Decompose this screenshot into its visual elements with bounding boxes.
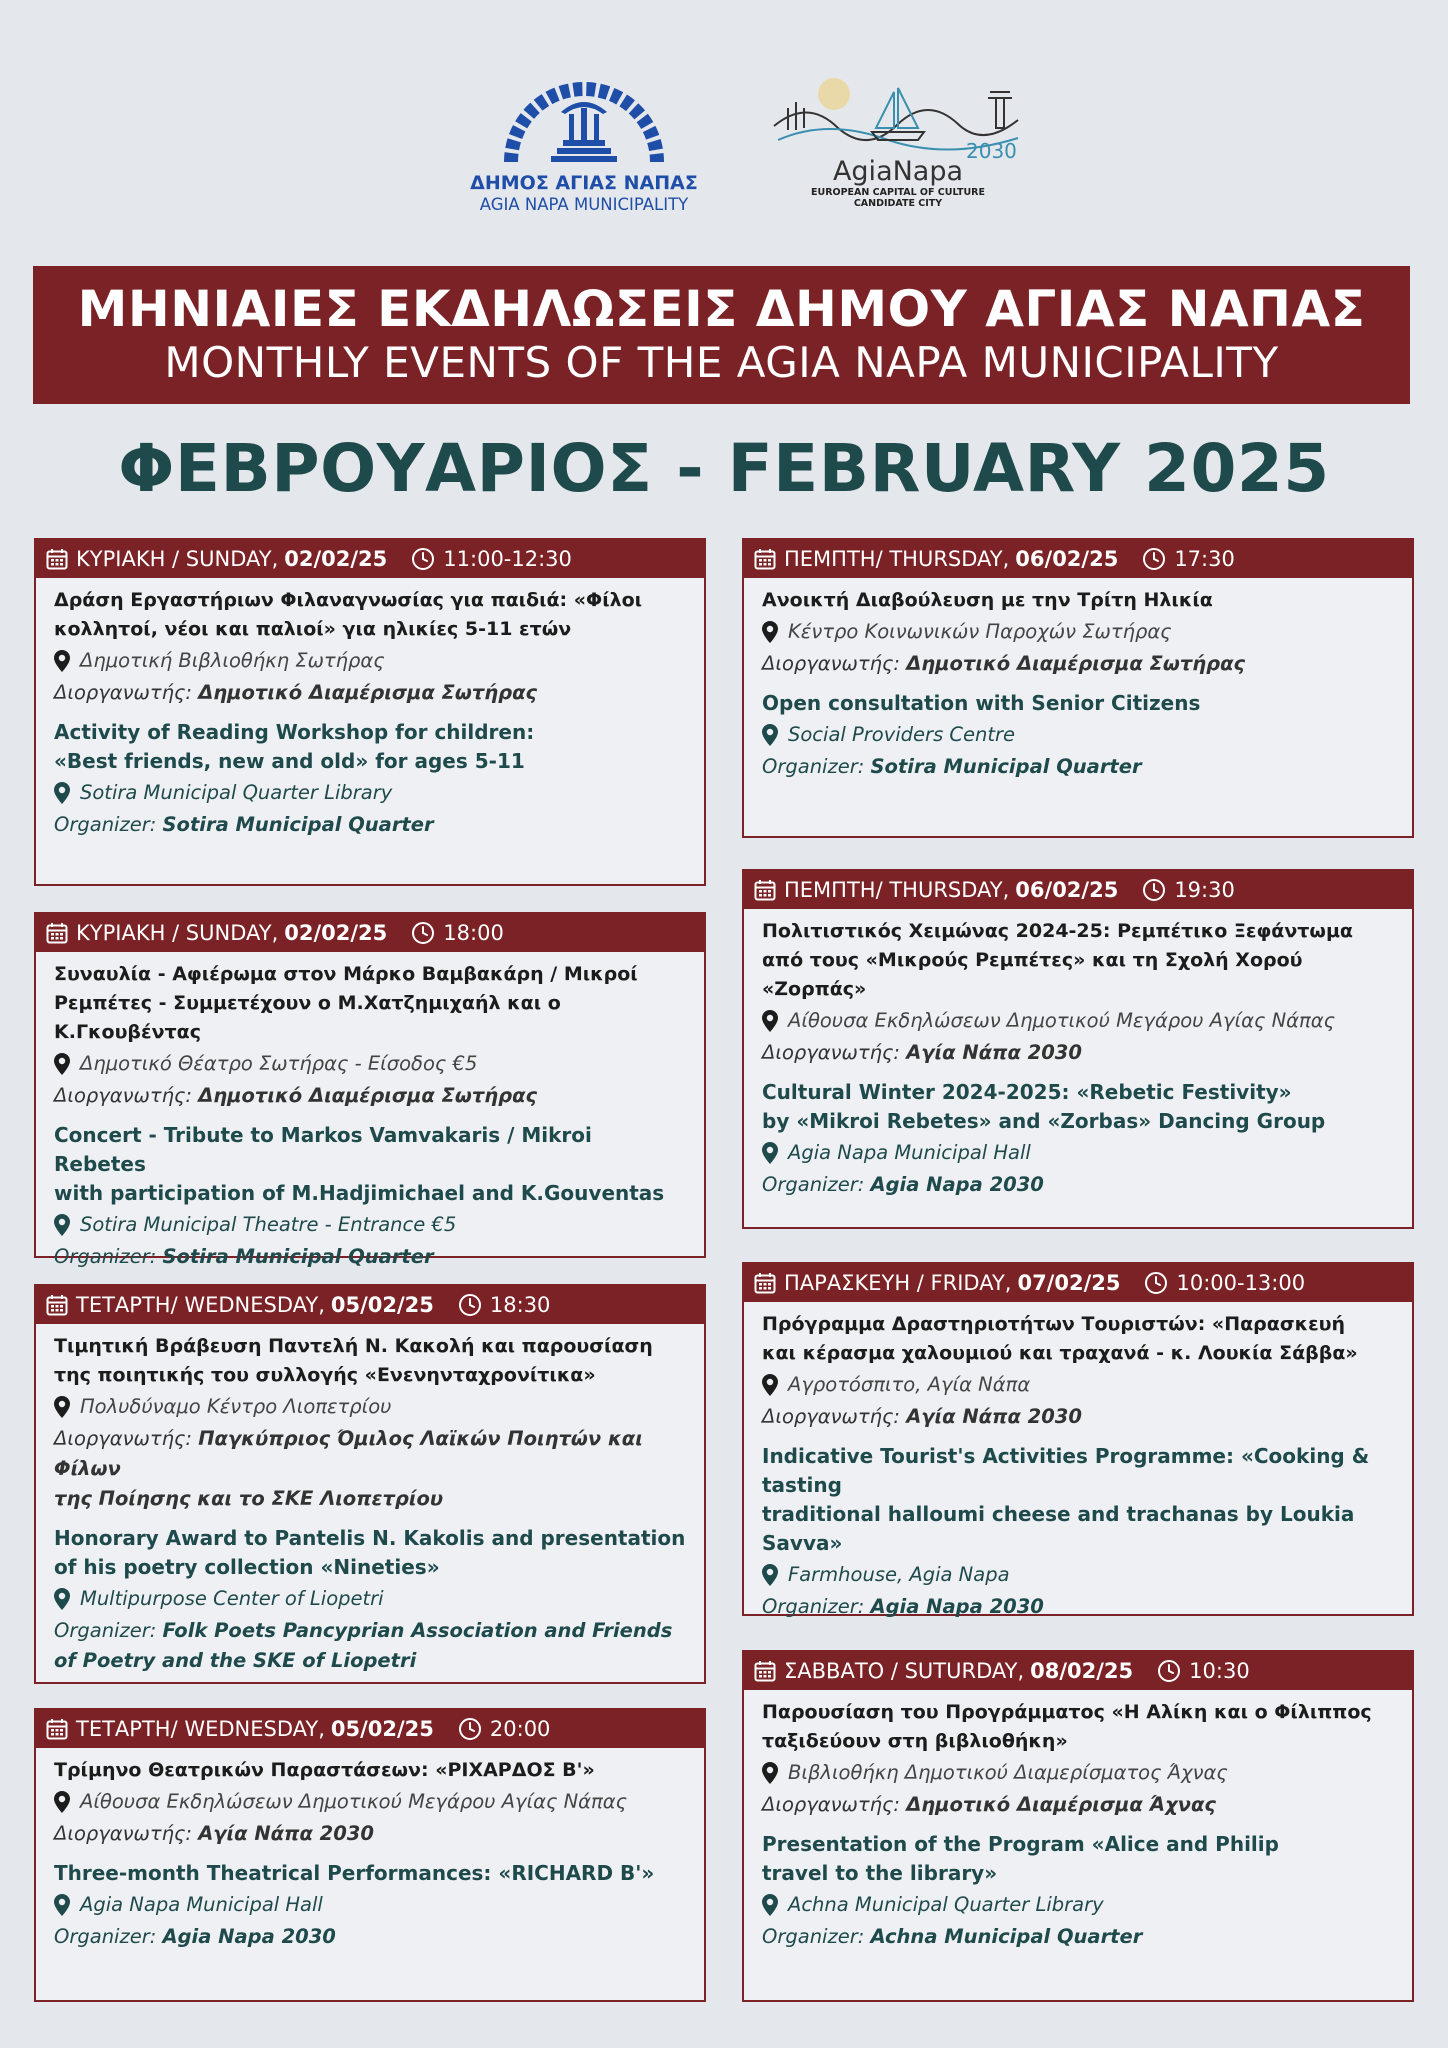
event-body <box>36 1748 704 1958</box>
municipality-name-en: AGIA NAPA MUNICIPALITY <box>479 195 689 214</box>
organizer-label-en: Organizer: <box>762 755 865 778</box>
clock-icon <box>1157 1659 1181 1683</box>
event-card <box>34 1708 706 2002</box>
ecoc-subtitle-2: CANDIDATE CITY <box>853 198 943 209</box>
event-title-en: travel to the library» <box>762 1861 998 1885</box>
event-location-gr-text: Βιβλιοθήκη Δημοτικού Διαμερίσματος Άχνας <box>788 1761 1228 1784</box>
event-location-gr <box>762 615 1398 649</box>
event-date: 02/02/25 <box>284 547 388 571</box>
organizer-name-gr: Αγία Νάπα 2030 <box>906 1405 1082 1428</box>
organizer-label-gr: Διοργανωτής: <box>54 1822 192 1845</box>
title-banner <box>33 266 1410 404</box>
event-title-en: Activity of Reading Workshop for children: <box>54 720 535 744</box>
event-header <box>744 871 1412 909</box>
event-title-gr: Συναυλία - Αφιέρωμα στον Μάρκο Βαμβακάρη / Μικροί <box>54 963 638 985</box>
event-card <box>742 538 1414 838</box>
event-time: 18:30 <box>489 1293 551 1317</box>
event-location-gr-text: Δημοτική Βιβλιοθήκη Σωτήρας <box>80 649 385 672</box>
event-organizer-en <box>54 1646 690 1676</box>
organizer-label-en: Organizer: <box>54 1245 157 1268</box>
event-organizer-en <box>54 810 690 840</box>
ecoc-name: AgiaNapa <box>832 156 964 187</box>
event-card <box>742 869 1414 1229</box>
organizer-name-en: of Poetry and the SKE of Liopetri <box>54 1649 417 1672</box>
event-card <box>742 1650 1414 2002</box>
event-day: ΣΑΒΒΑΤΟ / SUTURDAY, <box>784 1659 1025 1683</box>
location-pin-icon <box>54 1894 70 1916</box>
logos-area <box>0 62 1448 232</box>
event-title-gr: από τους «Μικρούς Ρεμπέτες» και τη Σχολή Χορού «Ζορπάς» <box>762 949 1303 1000</box>
fountain-arch-icon <box>499 62 669 166</box>
event-time: 17:30 <box>1174 547 1235 571</box>
event-location-en <box>54 1208 690 1242</box>
event-date: 06/02/25 <box>1015 878 1119 902</box>
event-location-gr-text: Αίθουσα Εκδηλώσεων Δημοτικού Μεγάρου Αγίας Νάπας <box>80 1790 628 1813</box>
event-day: ΤΕΤΑΡΤΗ/ WEDNESDAY, <box>76 1293 325 1317</box>
event-date: 06/02/25 <box>1015 547 1119 571</box>
event-header <box>744 1652 1412 1690</box>
organizer-name-en: Agia Napa 2030 <box>870 1173 1044 1196</box>
event-title-gr: και κέρασμα χαλουμιού και τραχανά - κ. Λουκία Σάββα» <box>762 1342 1358 1364</box>
event-organizer-gr <box>54 1424 690 1484</box>
organizer-label-gr: Διοργανωτής: <box>762 1793 900 1816</box>
event-location-gr <box>762 1368 1398 1402</box>
event-organizer-en <box>762 1922 1398 1952</box>
event-location-gr <box>54 1390 690 1424</box>
event-title-gr: Δράση Εργαστήριων Φιλαναγνωσίας για παιδιά: «Φίλοι <box>54 589 643 611</box>
clock-icon <box>411 921 435 945</box>
event-title-gr: Ρεμπέτες - Συμμετέχουν ο Μ.Χατζημιχαήλ και ο Κ.Γκουβέντας <box>54 992 561 1043</box>
event-location-en <box>762 1558 1398 1592</box>
clock-icon <box>1142 878 1166 902</box>
event-location-gr <box>762 1756 1398 1790</box>
event-organizer-gr <box>54 1484 690 1514</box>
event-organizer-en <box>762 752 1398 782</box>
ecoc-emblem-icon <box>768 68 1028 160</box>
organizer-label-gr: Διοργανωτής: <box>762 652 900 675</box>
event-organizer-gr <box>54 1081 690 1111</box>
event-location-en-text: Agia Napa Municipal Hall <box>80 1893 323 1916</box>
event-header <box>36 540 704 578</box>
organizer-label-en: Organizer: <box>762 1925 865 1948</box>
clock-icon <box>458 1293 482 1317</box>
calendar-icon <box>754 1660 776 1682</box>
event-title-en: Indicative Tourist's Activities Programme: «Cooking & tasting <box>762 1444 1370 1497</box>
event-body <box>744 909 1412 1206</box>
event-location-gr-text: Κέντρο Κοινωνικών Παροχών Σωτήρας <box>788 620 1172 643</box>
event-title-gr: Τιμητική Βράβευση Παντελή Ν. Κακολή και παρουσίαση <box>54 1335 653 1357</box>
event-location-en-text: Farmhouse, Agia Napa <box>788 1563 1010 1586</box>
organizer-label-en: Organizer: <box>762 1595 865 1618</box>
organizer-name-en: Agia Napa 2030 <box>870 1595 1044 1618</box>
event-title-en: Open consultation with Senior Citizens <box>762 691 1201 715</box>
event-location-gr-text: Δημοτικό Θέατρο Σωτήρας - Είσοδος €5 <box>80 1052 478 1075</box>
event-time: 19:30 <box>1174 878 1235 902</box>
event-card <box>34 538 706 886</box>
event-organizer-gr <box>762 649 1398 679</box>
organizer-name-gr: Παγκύπριος Όμιλος Λαϊκών Ποιητών και Φίλων <box>54 1427 643 1480</box>
event-body <box>744 578 1412 788</box>
event-time: 18:00 <box>443 921 504 945</box>
location-pin-icon <box>762 724 778 746</box>
clock-icon <box>458 1717 482 1741</box>
event-time: 10:00-13:00 <box>1176 1271 1306 1295</box>
event-body <box>36 1324 704 1682</box>
event-title-en: by «Mikroi Rebetes» and «Zorbas» Dancing Group <box>762 1109 1326 1133</box>
event-location-en-text: Achna Municipal Quarter Library <box>788 1893 1104 1916</box>
organizer-label-en: Organizer: <box>762 1173 865 1196</box>
event-day: ΤΕΤΑΡΤΗ/ WEDNESDAY, <box>76 1717 325 1741</box>
event-title-gr: Πολιτιστικός Χειμώνας 2024-25: Ρεμπέτικο Ξεφάντωμα <box>762 920 1353 942</box>
event-title-en: Honorary Award to Pantelis N. Kakolis and presentation <box>54 1526 686 1550</box>
event-title-en: with participation of M.Hadjimichael and K.Gouventas <box>54 1181 665 1205</box>
ecoc-logo <box>768 68 1028 232</box>
event-organizer-gr <box>762 1790 1398 1820</box>
organizer-name-gr: Αγία Νάπα 2030 <box>198 1822 374 1845</box>
event-location-en <box>762 1136 1398 1170</box>
event-title-en: Concert - Tribute to Markos Vamvakaris / Mikroi Rebetes <box>54 1123 592 1176</box>
organizer-name-gr: Δημοτικό Διαμέρισμα Σωτήρας <box>906 652 1246 675</box>
event-card <box>34 1284 706 1684</box>
event-title-en: traditional halloumi cheese and trachanas by Loukia Savva» <box>762 1502 1355 1555</box>
event-body <box>744 1302 1412 1628</box>
event-day: ΚΥΡΙΑΚΗ / SUNDAY, <box>76 921 279 945</box>
event-date: 05/02/25 <box>330 1717 434 1741</box>
event-header <box>36 1710 704 1748</box>
organizer-label-gr: Διοργανωτής: <box>54 1084 192 1107</box>
event-date: 07/02/25 <box>1017 1271 1121 1295</box>
location-pin-icon <box>762 1374 778 1396</box>
organizer-name-gr: Αγία Νάπα 2030 <box>906 1041 1082 1064</box>
event-location-en-text: Agia Napa Municipal Hall <box>788 1141 1031 1164</box>
event-title-gr: Τρίμηνο Θεατρικών Παραστάσεων: «ΡΙΧΑΡΔΟΣ Β'» <box>54 1759 595 1781</box>
month-heading: ΦΕΒΡΟΥΑΡΙΟΣ - FEBRUARY 2025 <box>118 430 1330 507</box>
location-pin-icon <box>54 650 70 672</box>
calendar-icon <box>46 548 68 570</box>
event-day: ΠΕΜΠΤΗ/ THURSDAY, <box>784 878 1010 902</box>
event-title-gr: Παρουσίαση του Προγράμματος «Η Αλίκη και ο Φίλιππος <box>762 1701 1372 1723</box>
clock-icon <box>411 547 435 571</box>
event-organizer-en <box>54 1242 690 1272</box>
event-title-en: «Best friends, new and old» for ages 5-11 <box>54 749 525 773</box>
event-time: 11:00-12:30 <box>443 547 572 571</box>
location-pin-icon <box>762 1564 778 1586</box>
event-location-gr <box>762 1004 1398 1038</box>
calendar-icon <box>754 879 776 901</box>
location-pin-icon <box>54 1214 70 1236</box>
calendar-icon <box>46 1294 68 1316</box>
event-location-gr-text: Πολυδύναμο Κέντρο Λιοπετρίου <box>80 1395 392 1418</box>
event-location-en <box>54 776 690 810</box>
event-card <box>742 1262 1414 1616</box>
event-title-en: Three-month Theatrical Performances: «RICHARD B'» <box>54 1861 655 1885</box>
clock-icon <box>1142 547 1166 571</box>
event-header <box>36 914 704 952</box>
event-location-gr-text: Αγροτόσπιτο, Αγία Νάπα <box>788 1373 1031 1396</box>
location-pin-icon <box>54 782 70 804</box>
event-body <box>744 1690 1412 1958</box>
organizer-label-gr: Διοργανωτής: <box>54 1427 192 1450</box>
location-pin-icon <box>54 1588 70 1610</box>
event-location-en-text: Sotira Municipal Theatre - Entrance €5 <box>80 1213 457 1236</box>
event-location-en-text: Multipurpose Center of Liopetri <box>80 1587 384 1610</box>
event-title-gr: κολλητοί, νέοι και παλιοί» για ηλικίες 5-11 ετών <box>54 618 572 640</box>
event-time: 20:00 <box>489 1717 551 1741</box>
event-location-gr-text: Αίθουσα Εκδηλώσεων Δημοτικού Μεγάρου Αγίας Νάπας <box>788 1009 1336 1032</box>
event-location-gr <box>54 1047 690 1081</box>
event-title-gr: Ανοικτή Διαβούλευση με την Τρίτη Ηλικία <box>762 589 1213 611</box>
banner-title-gr: ΜΗΝΙΑΙΕΣ ΕΚΔΗΛΩΣΕΙΣ ΔΗΜΟΥ ΑΓΙΑΣ ΝΑΠΑΣ <box>77 280 1366 338</box>
event-body <box>36 952 704 1278</box>
organizer-label-en: Organizer: <box>54 1925 157 1948</box>
event-organizer-gr <box>54 678 690 708</box>
event-day: ΠΕΜΠΤΗ/ THURSDAY, <box>784 547 1010 571</box>
location-pin-icon <box>762 1762 778 1784</box>
clock-icon <box>1144 1271 1168 1295</box>
organizer-label-gr: Διοργανωτής: <box>54 681 192 704</box>
location-pin-icon <box>54 1791 70 1813</box>
event-location-en <box>762 1888 1398 1922</box>
location-pin-icon <box>762 1142 778 1164</box>
organizer-name-en: Sotira Municipal Quarter <box>162 1245 434 1268</box>
calendar-icon <box>754 548 776 570</box>
calendar-icon <box>754 1272 776 1294</box>
event-title-gr: της ποιητικής του συλλογής «Ενενηνταχρονίτικα» <box>54 1364 596 1386</box>
calendar-icon <box>46 1718 68 1740</box>
event-location-en <box>762 718 1398 752</box>
event-header <box>744 1264 1412 1302</box>
municipality-logo <box>464 62 704 232</box>
organizer-name-gr: Δημοτικό Διαμέρισμα Σωτήρας <box>198 681 538 704</box>
organizer-name-gr: Δημοτικό Διαμέρισμα Άχνας <box>906 1793 1216 1816</box>
location-pin-icon <box>54 1053 70 1075</box>
event-organizer-gr <box>762 1038 1398 1068</box>
event-header <box>744 540 1412 578</box>
event-title-gr: ταξιδεύουν στη βιβλιοθήκη» <box>762 1730 1068 1752</box>
event-card <box>34 912 706 1268</box>
organizer-name-en: Sotira Municipal Quarter <box>162 813 434 836</box>
ecoc-subtitle-1: EUROPEAN CAPITAL OF CULTURE <box>811 187 985 198</box>
organizer-name-en: Folk Poets Pancyprian Association and Friends <box>162 1619 673 1642</box>
event-organizer-en <box>762 1170 1398 1200</box>
event-header <box>36 1286 704 1324</box>
event-organizer-en <box>54 1922 690 1952</box>
event-title-en: Presentation of the Program «Alice and Philip <box>762 1832 1279 1856</box>
organizer-name-gr: της Ποίησης και το ΣΚΕ Λιοπετρίου <box>54 1487 444 1510</box>
location-pin-icon <box>762 1010 778 1032</box>
banner-title-en: MONTHLY EVENTS OF THE AGIA NAPA MUNICIPALITY <box>164 338 1279 387</box>
event-day: ΚΥΡΙΑΚΗ / SUNDAY, <box>76 547 279 571</box>
event-title-gr: Πρόγραμμα Δραστηριοτήτων Τουριστών: «Παρασκευή <box>762 1313 1346 1335</box>
event-date: 08/02/25 <box>1030 1659 1134 1683</box>
organizer-label-gr: Διοργανωτής: <box>762 1405 900 1428</box>
organizer-label-en: Organizer: <box>54 1619 157 1642</box>
organizer-name-en: Achna Municipal Quarter <box>870 1925 1143 1948</box>
event-location-gr <box>54 644 690 678</box>
calendar-icon <box>46 922 68 944</box>
event-organizer-gr <box>762 1402 1398 1432</box>
organizer-label-gr: Διοργανωτής: <box>762 1041 900 1064</box>
event-title-en: Cultural Winter 2024-2025: «Rebetic Festivity» <box>762 1080 1292 1104</box>
event-location-en-text: Sotira Municipal Quarter Library <box>80 781 393 804</box>
event-title-en: of his poetry collection «Nineties» <box>54 1555 440 1579</box>
event-organizer-en <box>54 1616 690 1646</box>
organizer-label-en: Organizer: <box>54 813 157 836</box>
event-location-en-text: Social Providers Centre <box>788 723 1016 746</box>
event-day: ΠΑΡΑΣΚΕΥΗ / FRIDAY, <box>784 1271 1012 1295</box>
organizer-name-en: Sotira Municipal Quarter <box>870 755 1142 778</box>
event-date: 02/02/25 <box>284 921 388 945</box>
ecoc-year: 2030 <box>966 139 1017 160</box>
event-organizer-gr <box>54 1819 690 1849</box>
location-pin-icon <box>762 1894 778 1916</box>
location-pin-icon <box>54 1396 70 1418</box>
event-date: 05/02/25 <box>330 1293 434 1317</box>
event-location-en <box>54 1888 690 1922</box>
event-body <box>36 578 704 846</box>
event-time: 10:30 <box>1189 1659 1250 1683</box>
event-organizer-en <box>762 1592 1398 1622</box>
organizer-name-gr: Δημοτικό Διαμέρισμα Σωτήρας <box>198 1084 538 1107</box>
event-location-gr <box>54 1785 690 1819</box>
organizer-name-en: Agia Napa 2030 <box>162 1925 336 1948</box>
event-location-en <box>54 1582 690 1616</box>
location-pin-icon <box>762 621 778 643</box>
municipality-name-gr: ΔΗΜΟΣ ΑΓΙΑΣ ΝΑΠΑΣ <box>470 172 698 194</box>
